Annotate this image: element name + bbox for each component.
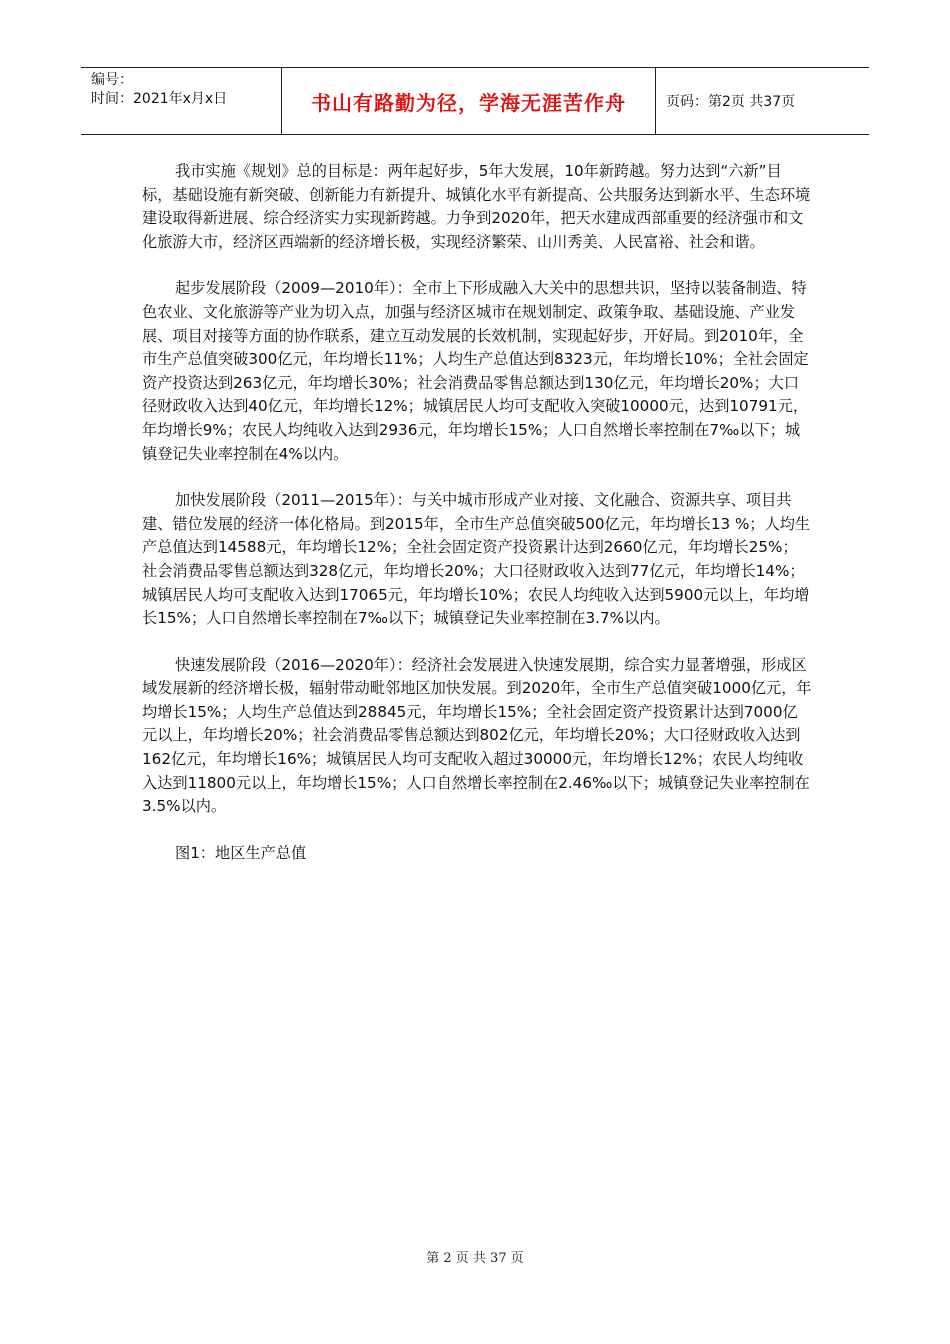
number-label: 编号： bbox=[91, 72, 133, 88]
paragraph-stage-2: 加快发展阶段（2011—2015年）：与关中城市形成产业对接、文化融合、资源共享、项目共建、错位发展的经济一体化格局。到2015年，全市生产总值突破500亿元，年均增长13 %；人均生产总值达到14588元，年均增长12%；全社会固定资产投资累计达到2660亿元，年均增长25%；社会消费品零售总额达到328亿元，年均增长20%；大口径财政收入达到77亿元，年均增长14%；城镇居民人均可支配收入达到17065元，年均增长10%；农民人均纯收入达到5900元以上，年均增长15%；人口自然增长率控制在7‰以下；城镇登记失业率控制在3.7%以内。 bbox=[142, 491, 811, 628]
figure-caption: 图1：地区生产总值 bbox=[175, 843, 307, 862]
header-meta bbox=[81, 68, 282, 134]
page-header bbox=[81, 67, 869, 135]
paragraph-stage-1: 起步发展阶段（2009—2010年）：全市上下形成融入大关中的思想共识，坚持以装备制造、特色农业、文化旅游等产业为切入点，加强与经济区城市在规划制定、政策争取、基础设施、产业发展、项目对接等方面的协作联系，建立互动发展的长效机制，实现起好步，开好局。到2010年，全市生产总值突破300亿元，年均增长11%；人均生产总值达到8323元，年均增长10%；全社会固定资产投资达到263亿元，年均增长30%；社会消费品零售总额达到130亿元，年均增长20%；大口径财政收入达到40亿元，年均增长12%；城镇居民人均可支配收入突破10000元，达到10791元，年均增长9%；农民人均纯收入达到2936元，年均增长15%；人口自然增长率控制在7‰以下；城镇登记失业率控制在4%以内。 bbox=[142, 279, 809, 463]
time-label: 时间：2021年x月x日 bbox=[91, 91, 228, 107]
page-footer: 第 2 页 共 37 页 bbox=[426, 1251, 524, 1266]
paragraph-goal: 我市实施《规划》总的目标是：两年起好步，5年大发展，10年新跨越。努力达到“六新”目标，基础设施有新突破、创新能力有新提升、城镇化水平有新提高、公共服务达到新水平、生态环境建设取得新进展、综合经济实力实现新跨越。力争到2020年，把天水建成西部重要的经济强市和文化旅游大市，经济区西端新的经济增长极，实现经济繁荣、山川秀美、人民富裕、社会和谐。 bbox=[142, 162, 811, 251]
header-motto: 书山有路勤为径，学海无涯苦作舟 bbox=[282, 68, 656, 134]
paragraph-stage-3: 快速发展阶段（2016—2020年）：经济社会发展进入快速发展期，综合实力显著增强，形成区域发展新的经济增长极，辐射带动毗邻地区加快发展。到2020年，全市生产总值突破1000亿元，年均增长15%；人均生产总值达到28845元，年均增长15%；全社会固定资产投资累计达到7000亿元以上，年均增长20%；社会消费品零售总额达到802亿元，年均增长20%；大口径财政收入达到162亿元，年均增长16%；城镇居民人均可支配收入超过30000元，年均增长12%；农民人均纯收入达到11800元以上，年均增长15%；人口自然增长率控制在2.46‰以下；城镇登记失业率控制在3.5%以内。 bbox=[142, 655, 812, 816]
document-body bbox=[142, 160, 812, 888]
header-page-label: 页码：第2页 共37页 bbox=[666, 94, 796, 110]
